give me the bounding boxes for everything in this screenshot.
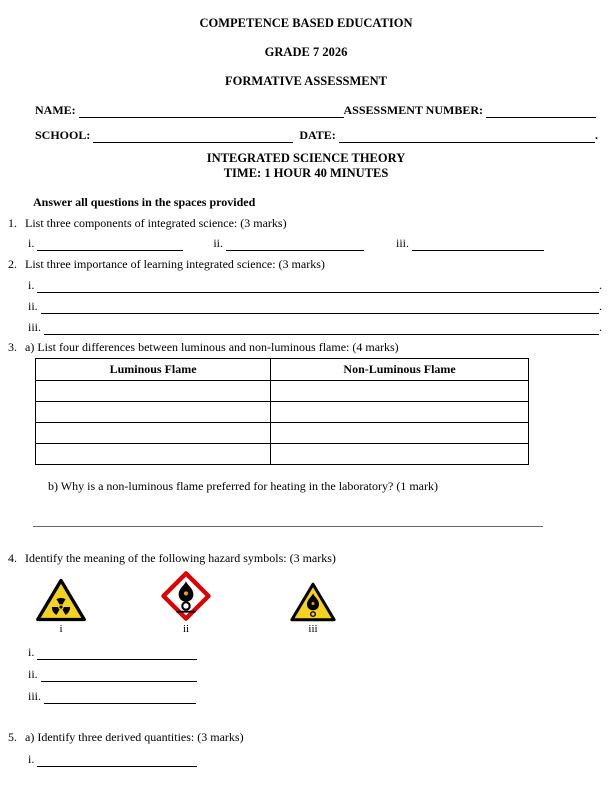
q2-item-iii-blank[interactable] [44, 321, 599, 335]
q2-line-ii-end: . [599, 299, 602, 313]
table-cell-blank[interactable] [271, 381, 529, 402]
date-blank[interactable] [339, 129, 595, 143]
question-1-text: List three components of integrated science: (3 marks) [25, 216, 287, 230]
q2-item-i-label: i. [28, 278, 35, 292]
table-row [36, 381, 529, 402]
q4-item-ii-blank[interactable] [41, 668, 197, 682]
q4-answer-i [28, 645, 612, 660]
question-4 [8, 551, 612, 566]
q4-item-iii-label: iii. [28, 689, 42, 703]
q1-item-iii-label: iii. [396, 236, 410, 250]
assessment-number-label: ASSESSMENT NUMBER: [343, 103, 483, 117]
question-2-number: 2. [8, 257, 17, 271]
instructions: Answer all questions in the spaces provided [33, 195, 256, 209]
table-header-luminous: Luminous Flame [36, 359, 271, 381]
q5-answer-i [28, 752, 612, 767]
q2-line-i-end: . [599, 278, 602, 292]
q2-item-iii-label: iii. [28, 320, 42, 334]
page-title: COMPETENCE BASED EDUCATION [199, 16, 413, 30]
q5-item-i-label: i. [28, 752, 35, 766]
date-punct: . [595, 128, 598, 142]
table-row [36, 402, 529, 423]
q2-line-ii [28, 299, 602, 314]
school-label: SCHOOL: [35, 128, 91, 142]
question-5-text: a) Identify three derived quantities: (3 marks) [25, 730, 244, 744]
question-5 [8, 730, 612, 745]
school-blank[interactable] [93, 129, 293, 143]
table-cell-blank[interactable] [271, 423, 529, 444]
question-3b-text: b) Why is a non-luminous flame preferred for heating in the laboratory? (1 mark) [48, 479, 438, 493]
table-row [36, 423, 529, 444]
question-4-number: 4. [8, 551, 17, 565]
hazard-symbol-ii-label: ii [182, 623, 190, 635]
question-3a-text: a) List four differences between luminous and non-luminous flame: (4 marks) [25, 340, 399, 354]
table-cell-blank[interactable] [36, 402, 271, 423]
hazard-symbol-iii-label: iii [308, 623, 318, 635]
hazard-symbol-ii [160, 570, 212, 635]
subject-title: INTEGRATED SCIENCE THEORY [206, 151, 406, 165]
q4-item-ii-label: ii. [28, 667, 38, 681]
question-2-text: List three importance of learning integrated science: (3 marks) [25, 257, 325, 271]
assessment-number-blank[interactable] [486, 104, 596, 118]
question-1-answers [28, 236, 612, 251]
hazard-symbol-iii [290, 582, 336, 635]
q5-item-i-blank[interactable] [37, 753, 197, 767]
q2-line-iii [28, 320, 602, 335]
date-label: DATE: [299, 128, 336, 142]
grade-line: GRADE 7 2026 [264, 45, 348, 59]
question-2 [8, 257, 612, 272]
hazard-symbols-row [36, 570, 612, 635]
question-1-number: 1. [8, 216, 17, 230]
question-1 [8, 216, 612, 231]
table-cell-blank[interactable] [36, 381, 271, 402]
hazard-symbol-i-label: i [59, 623, 63, 635]
question-3 [8, 340, 612, 355]
table-cell-blank[interactable] [271, 402, 529, 423]
table-cell-blank[interactable] [36, 444, 271, 465]
q1-item-i-blank[interactable] [37, 237, 183, 251]
q4-answer-iii [28, 689, 612, 704]
question-4-text: Identify the meaning of the following hazard symbols: (3 marks) [25, 551, 336, 565]
table-header-non-luminous: Non-Luminous Flame [271, 359, 529, 381]
table-cell-blank[interactable] [36, 423, 271, 444]
q2-item-i-blank[interactable] [37, 279, 599, 293]
table-cell-blank[interactable] [271, 444, 529, 465]
name-blank[interactable] [79, 104, 344, 118]
flammable-hazard-icon [290, 582, 336, 622]
q3b-answer-line[interactable] [33, 526, 543, 527]
time-allowed: TIME: 1 HOUR 40 MINUTES [223, 166, 389, 180]
q2-line-i [28, 278, 602, 293]
q4-item-i-blank[interactable] [37, 646, 197, 660]
question-5-number: 5. [8, 730, 17, 744]
hazard-symbol-i [36, 578, 86, 635]
assessment-type: FORMATIVE ASSESSMENT [225, 74, 387, 88]
q1-item-ii-label: ii. [213, 236, 224, 250]
school-row [35, 128, 598, 143]
table-row [36, 444, 529, 465]
question-3-number: 3. [8, 340, 17, 354]
q2-item-ii-label: ii. [28, 299, 38, 313]
q1-item-iii-blank[interactable] [412, 237, 544, 251]
q4-item-iii-blank[interactable] [44, 690, 196, 704]
oxidizer-hazard-icon [160, 570, 212, 622]
q1-item-ii-blank[interactable] [226, 237, 364, 251]
q4-item-i-label: i. [28, 645, 35, 659]
q2-item-ii-blank[interactable] [41, 300, 599, 314]
flame-comparison-table [35, 358, 529, 465]
radiation-hazard-icon [36, 578, 86, 622]
q4-answer-ii [28, 667, 612, 682]
q1-item-i-label: i. [28, 236, 35, 250]
name-row [35, 103, 596, 118]
name-label: NAME: [35, 103, 76, 117]
q2-line-iii-end: . [599, 320, 602, 334]
